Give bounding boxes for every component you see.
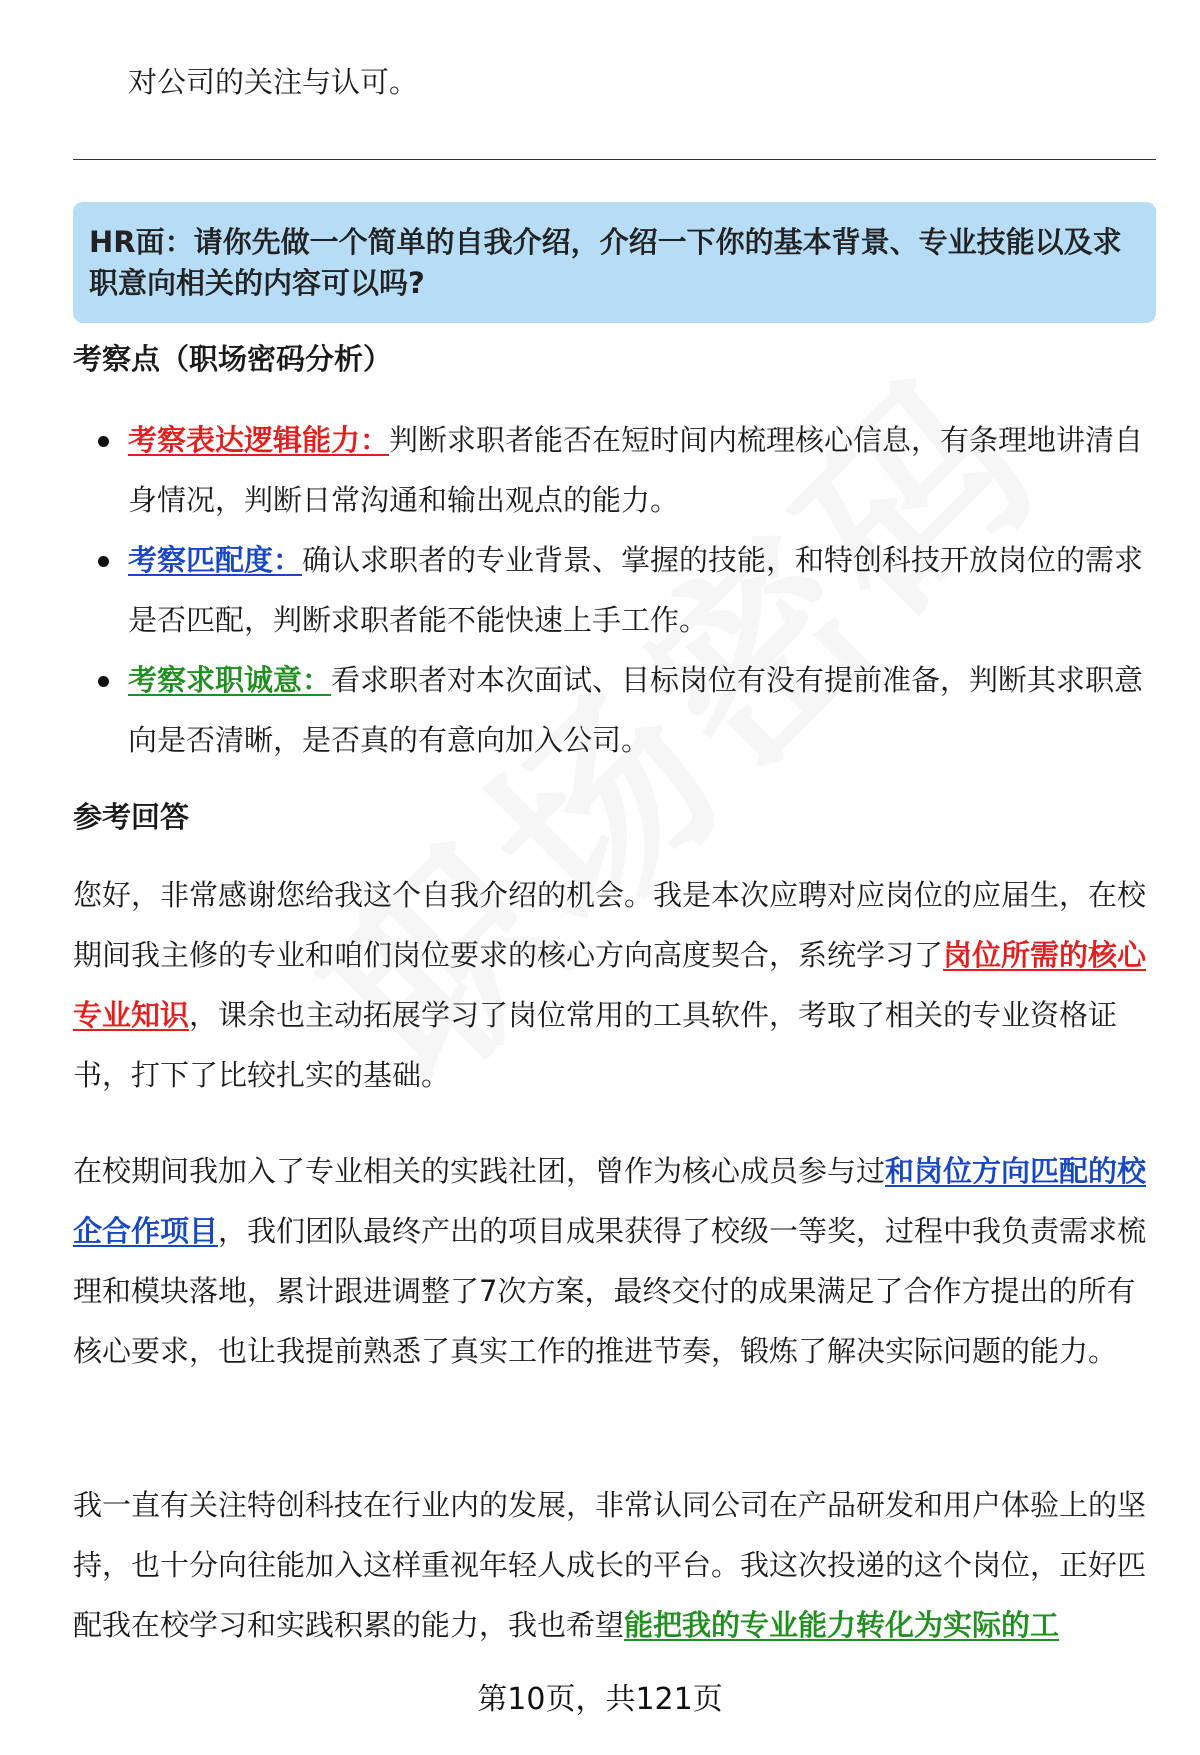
analysis-list — [73, 410, 1156, 770]
bullet-text: 看求职者对本次面试、目标岗位有没有提前准备，判断其求职意向是否清晰，是否真的有意向加入公司。 — [128, 663, 1144, 757]
paragraph-text: 您好，非常感谢您给我这个自我介绍的机会。我是本次应聘对应岗位的应届生，在校期间我主修的专业和咱们岗位要求的核心方向高度契合，系统学习了 — [73, 878, 1147, 972]
bullet-keyword: 考察求职诚意： — [128, 663, 332, 697]
paragraph-text: ，课余也主动拓展学习了岗位常用的工具软件，考取了相关的专业资格证书，打下了比较扎实的基础。 — [73, 998, 1118, 1092]
bullet-dot-icon — [98, 676, 109, 687]
continuation-text: 对公司的关注与认可。 — [128, 65, 419, 99]
answer-paragraph-1 — [73, 865, 1156, 1105]
page-number: 第10页，共121页 — [477, 1682, 723, 1717]
list-item — [73, 410, 1156, 530]
highlight-keyword: 岗位所需的核心专业知识 — [73, 938, 1147, 1032]
bullet-dot-icon — [98, 556, 109, 567]
bullet-keyword: 考察匹配度： — [128, 543, 303, 577]
question-box: HR面：请你先做一个简单的自我介绍，介绍一下你的基本背景、专业技能以及求职意向相关的内容可以吗? — [73, 202, 1156, 323]
paragraph-text: 我一直有关注特创科技在行业内的发展，非常认同公司在产品研发和用户体验上的坚持，也十分向往能加入这样重视年轻人成长的平台。我这次投递的这个岗位，正好匹配我在校学习和实践积累的能力，我也希望 — [73, 1488, 1147, 1642]
answer-heading: 参考回答 — [73, 800, 190, 834]
paragraph-text: ，我们团队最终产出的项目成果获得了校级一等奖，过程中我负责需求梳理和模块落地，累计跟进调整了7次方案，最终交付的成果满足了合作方提出的所有核心要求，也让我提前熟悉了真实工作的推进节奏，锻炼了解决实际问题的能力。 — [73, 1214, 1147, 1368]
answer-paragraph-2 — [73, 1141, 1156, 1381]
bullet-text: 判断求职者能否在短时间内梳理核心信息，有条理地讲清自身情况，判断日常沟通和输出观点的能力。 — [128, 423, 1144, 517]
bullet-dot-icon — [98, 436, 109, 447]
list-item — [73, 530, 1156, 650]
section-divider — [73, 159, 1156, 160]
list-item — [73, 650, 1156, 770]
answer-paragraph-3 — [73, 1475, 1156, 1655]
bullet-text: 确认求职者的专业背景、掌握的技能，和特创科技开放岗位的需求是否匹配，判断求职者能不能快速上手工作。 — [128, 543, 1144, 637]
bullet-keyword: 考察表达逻辑能力： — [128, 423, 390, 457]
paragraph-text: 在校期间我加入了专业相关的实践社团，曾作为核心成员参与过 — [73, 1154, 886, 1188]
analysis-heading: 考察点（职场密码分析） — [73, 342, 393, 376]
highlight-keyword: 能把我的专业能力转化为实际的工 — [624, 1608, 1060, 1642]
highlight-keyword: 和岗位方向匹配的校企合作项目 — [73, 1154, 1147, 1248]
